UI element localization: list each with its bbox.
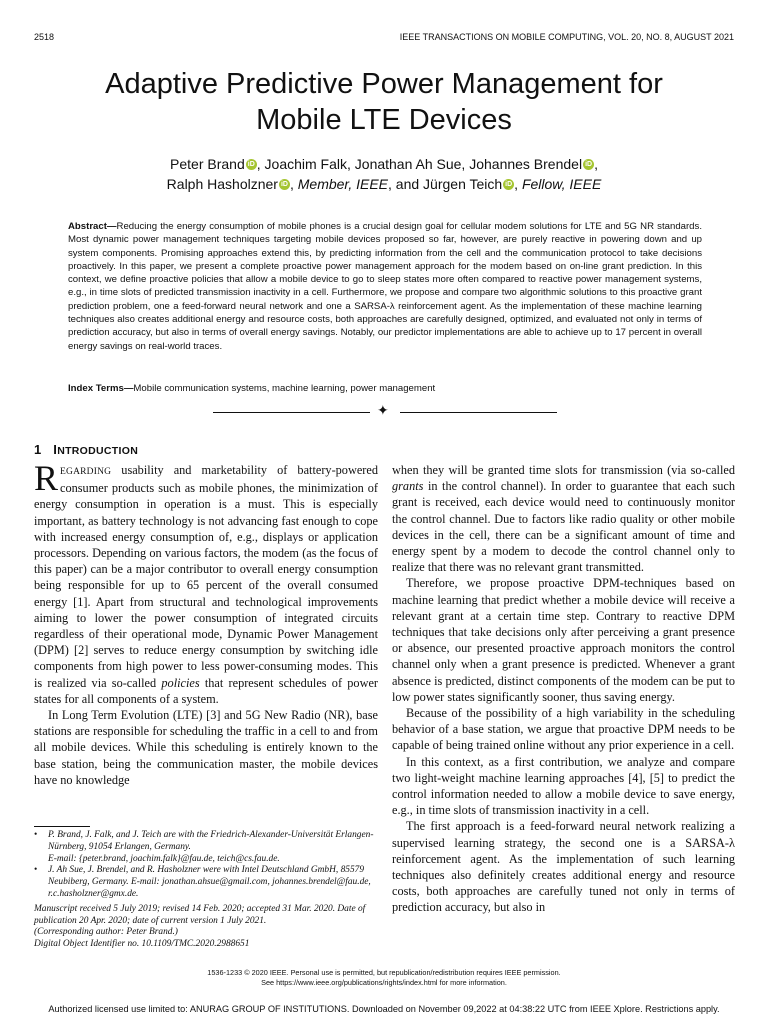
- copyright-notice: [100, 968, 668, 988]
- index-terms: [68, 383, 702, 394]
- fellow-title: Fellow, IEEE: [521, 176, 602, 192]
- footnotes: [34, 830, 378, 951]
- paragraph-text: that represent schedules of power states for all components of a system.: [34, 675, 378, 706]
- authorized-use-notice: Authorized licensed use limited to: ANURAG GROUP OF INSTITUTIONS. Downloaded on November 09,2022 at 04:38:22 UTC from IEEE Xplore. Restrictions apply.: [48, 1004, 720, 1014]
- section-heading: [34, 442, 138, 457]
- abstract-dash: —: [106, 221, 117, 232]
- journal-header: IEEE TRANSACTIONS ON MOBILE COMPUTING, VOL. 20, NO. 8, AUGUST 2021: [399, 32, 734, 42]
- author-separator: ,: [289, 176, 298, 192]
- orcid-icon[interactable]: iD: [247, 161, 255, 168]
- paper-title: [40, 66, 728, 138]
- corresponding-author: (Corresponding author: Peter Brand.): [34, 927, 178, 938]
- left-column: [34, 458, 378, 788]
- title-line-2: Mobile LTE Devices: [256, 104, 512, 136]
- footnote-rule: [34, 826, 90, 827]
- divider-line-left: [213, 412, 370, 413]
- orcid-icon[interactable]: iD: [280, 181, 288, 188]
- footnote-text: P. Brand, J. Falk, and J. Teich are with the Friedrich-Alexander-Universität Erlangen-Nürnberg, 91054 Erlangen, Germany.: [48, 830, 374, 852]
- paragraph-text: when they will be granted time slots for transmission (via so-called: [392, 463, 735, 477]
- page-number: 2518: [34, 32, 55, 42]
- abstract-label: Abstract: [68, 221, 107, 232]
- index-terms-text: Mobile communication systems, machine learning, power management: [133, 383, 436, 394]
- paragraph: The first approach is a feed-forward neural network realizing a supervised learning strategy, the second one is a SARSA-λ reinforcement agent. As the implementation of such learning techniques also definitely creates additional energy and resource costs, both approaches are carefully tuned not only in terms of prediction accuracy, but also in: [392, 819, 735, 915]
- paragraph: In this context, as a first contribution, we analyze and compare two light-weight machine learning approaches [4], [5] to predict the control information needed to allow a mobile device to save energy, e.g., in time slots of transmission inactivity in a cell.: [392, 754, 735, 818]
- manuscript-dates: Manuscript received 5 July 2019; revised 14 Feb. 2020; accepted 31 Mar. 2020. Date of publication 20 Apr. 2020; date of current version 1 July 2021.: [34, 903, 366, 926]
- author-name: , Joachim Falk, Jonathan Ah Sue, Johannes Brendel: [256, 156, 583, 172]
- paragraph: Because of the possibility of a high variability in the scheduling behavior of a base station, we argue that proactive DPM needs to be capable of being trained online without any prior experience in a cell.: [392, 706, 735, 753]
- footnote-affiliation: [34, 865, 378, 900]
- footnote-email: E-mail: {peter.brand, joachim.falk}@fau.de, teich@cs.fau.de.: [48, 853, 280, 864]
- author-line-2: [60, 174, 708, 194]
- drop-cap: R: [34, 458, 59, 498]
- bullet-icon: •: [34, 865, 38, 876]
- italic-term: policies: [161, 675, 200, 690]
- title-line-1: Adaptive Predictive Power Management for: [105, 68, 663, 100]
- paragraph: [392, 462, 735, 575]
- abstract: [68, 220, 702, 353]
- right-column: [392, 462, 735, 916]
- copyright-link-line[interactable]: See https://www.ieee.org/publications/rights/index.html for more information.: [261, 978, 507, 987]
- member-title: Member, IEEE: [297, 176, 389, 192]
- orcid-icon[interactable]: iD: [585, 161, 593, 168]
- paragraph: Therefore, we propose proactive DPM-techniques based on machine learning that predict whether a mobile device will receive a relevant grant at a certain time step. Contrary to reactive DPM techniques that take decisions only after perceiving a grant presence or absence, our presented proactive approach monitors the control channel only when a grant presence is predicted. Whenever a grant absence is predicted, distinct components of the modem can be put to low power states significantly sooner, thus saving energy.: [392, 576, 735, 704]
- footnote-text: J. Ah Sue, J. Brendel, and R. Hasholzner were with Intel Deutschland GmbH, 85579 Neubiberg, Germany. E-mail: jonathan.ahsue@gmail.com, johannes.brendel@fau.de, r.c.hasholzner@gmx.de.: [48, 865, 371, 899]
- doi[interactable]: Digital Object Identifier no. 10.1109/TMC.2020.2988651: [34, 939, 250, 950]
- divider-star-icon: ✦: [377, 404, 389, 419]
- author-list: [60, 154, 708, 194]
- index-terms-label: Index Terms: [68, 383, 124, 394]
- author-line-1: [60, 154, 708, 174]
- divider-line-right: [400, 412, 557, 413]
- section-title-initial: I: [53, 442, 58, 457]
- paragraph: [34, 458, 378, 707]
- footnote-affiliation: [34, 830, 378, 865]
- author-separator: ,: [514, 176, 522, 192]
- paragraph: In Long Term Evolution (LTE) [3] and 5G New Radio (NR), base stations are responsible for scheduling the traffic in a cell to and from all mobile devices. While this scheduling is entirely known to the base station, being the communication master, the mobile devices have no knowledge: [34, 708, 378, 787]
- bullet-icon: •: [34, 830, 38, 840]
- paragraph-text: in the control channel). In order to guarantee that each such grant is received, each device would need to continuously monitor the control channel. Due to factors like radio quality or other mobile devices in the cell, there can be a significant amount of time and energy spent by a modem to decode the control channel only to realize that there was no relevant grant transmitted.: [392, 479, 735, 575]
- copyright-line: 1536-1233 © 2020 IEEE. Personal use is permitted, but republication/redistribution requires IEEE permission.: [207, 968, 561, 977]
- author-name: , and Jürgen Teich: [388, 176, 503, 192]
- abstract-text: Reducing the energy consumption of mobile phones is a crucial design goal for cellular modem solutions for LTE and 5G NR standards. Most dynamic power management techniques targeting mobile devices proposed so far, however, are purely reactive in powering down and up system components. Promising approaches extend this, by predicting information from the cell and the communication protocol to take decisions proactively. In this paper, we present a complete proactive power management approach for the modem based on on-line grant prediction. In this context, we define proactive policies that allow a mobile device to go to sleep states more often compared to reactive power management systems, e.g., in time slots of predicted transmission inactivity in a cell. Furthermore, we propose and compare two algorithmic solutions to this proactive grant prediction problem, one a feed-forward neural network and one a SARSA-λ reinforcement agent. As the implementation of these machine learning techniques also creates additional energy and resource costs, both approaches are carefully designed, optimized, and evaluated not only in terms of prediction accuracy, but also in terms of overall energy savings. Notably, our predictor implementations are able to achieve up to 17 percent in overall energy savings on real-world traces.: [68, 221, 702, 352]
- index-terms-dash: —: [123, 383, 134, 394]
- author-name: Peter Brand: [170, 156, 245, 172]
- section-number: 1: [34, 442, 42, 457]
- author-separator: ,: [594, 156, 598, 172]
- author-name: Ralph Hasholzner: [166, 176, 278, 192]
- lead-smallcaps: EGARDING: [60, 467, 112, 477]
- section-divider: [213, 405, 557, 419]
- italic-term: grants: [392, 479, 424, 494]
- paragraph-text: usability and marketability of battery-powered consumer products such as mobile phones, the minimization of energy consumption in operation is a must. This is especially important, as battery technology is not advancing fast enough to cope with increased energy consumption of, e.g., displays or application processors. Depending on various factors, the modem (as the focus of this paper) can be a major contributor to overall energy consumption being responsible for up to 65 percent of the overall consumed energy [1]. Apart from structural and technological improvements aiming to lower the power consumption of integrated circuits regardless of their operational mode, Dynamic Power Management (DPM) [2] serves to reduce energy consumption by switching idle components from high power to less power-consuming modes. This is realized via so-called: [34, 463, 378, 690]
- orcid-icon[interactable]: iD: [505, 181, 513, 188]
- section-title-rest: NTRODUCTION: [57, 445, 139, 457]
